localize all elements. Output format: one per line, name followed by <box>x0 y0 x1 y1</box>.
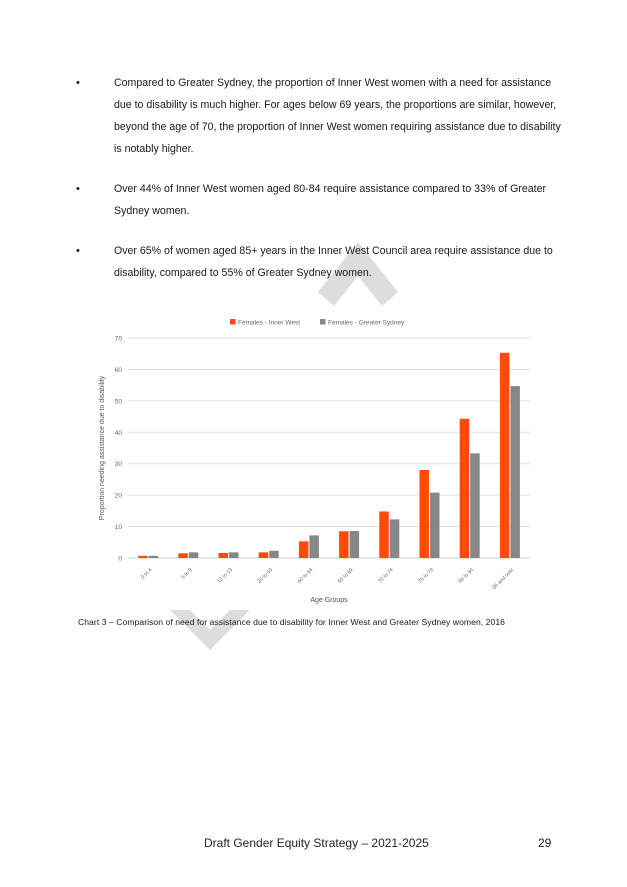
x-axis-title: Age Groups <box>310 597 348 604</box>
bullet-dot: • <box>76 245 80 257</box>
bar <box>350 531 360 558</box>
bar <box>430 493 440 558</box>
x-tick-label: 70 to 74 <box>377 567 395 585</box>
page-number: 29 <box>538 836 552 850</box>
x-tick-label: 85 and over <box>491 567 516 591</box>
y-axis-title: Proportion needing assistance due to disability <box>99 375 106 521</box>
y-tick-label: 40 <box>114 429 122 437</box>
bar <box>259 552 269 558</box>
x-tick-label: 10 to 19 <box>216 567 234 585</box>
legend-label: Females - Greater Sydney <box>328 319 405 327</box>
y-tick-label: 30 <box>114 461 122 469</box>
x-tick-label: 0 to 4 <box>140 567 154 581</box>
y-tick-label: 70 <box>114 335 122 343</box>
bar <box>420 470 430 558</box>
bullet-item <box>76 240 566 284</box>
bar <box>149 556 159 558</box>
bar <box>500 353 510 558</box>
bar <box>309 535 319 558</box>
x-tick-label: 20 to 59 <box>256 567 275 585</box>
disability-assistance-chart <box>90 312 540 612</box>
bar <box>229 552 239 558</box>
y-tick-label: 20 <box>114 492 122 500</box>
bullet-dot: • <box>76 183 80 195</box>
legend-swatch <box>320 319 326 325</box>
y-tick-label: 60 <box>114 366 122 374</box>
bar <box>178 553 188 558</box>
legend-label: Females - Inner West <box>238 319 301 327</box>
bar <box>379 511 389 558</box>
x-tick-label: 5 to 9 <box>180 567 194 581</box>
x-tick-label: 80 to 84 <box>457 567 476 585</box>
bullet-text: Over 44% of Inner West women aged 80-84 require assistance compared to 33% of Greater Sydney women. <box>114 183 547 217</box>
bar <box>299 541 309 558</box>
footer-title: Draft Gender Equity Strategy – 2021-2025 <box>204 836 429 850</box>
bullet-dot: • <box>76 77 80 89</box>
bullet-item <box>76 72 566 160</box>
watermark-chevron-bottom <box>170 606 250 650</box>
legend-swatch <box>230 319 236 325</box>
bar <box>339 531 349 558</box>
bar <box>470 453 480 558</box>
bullet-list <box>76 72 566 302</box>
bar <box>138 556 148 558</box>
y-tick-label: 10 <box>114 524 122 532</box>
bar <box>219 553 229 558</box>
bullet-text: Over 65% of women aged 85+ years in the Inner West Council area require assistance due to disability, compared to 55% of Greater Sydney women. <box>114 245 553 279</box>
y-tick-label: 50 <box>114 398 122 406</box>
x-tick-label: 75 to 79 <box>417 567 435 585</box>
bullet-item <box>76 178 566 222</box>
chart-caption: Chart 3 – Comparison of need for assistance due to disability for Inner West and Greater Sydney women, 2016 <box>78 617 505 627</box>
bar <box>510 386 520 558</box>
y-tick-label: 0 <box>118 555 122 563</box>
bar <box>189 552 199 558</box>
x-tick-label: 65 to 69 <box>337 567 355 585</box>
bar <box>390 519 400 558</box>
bar <box>460 419 470 558</box>
bar <box>269 551 279 558</box>
x-tick-label: 60 to 64 <box>296 567 315 585</box>
bullet-text: Compared to Greater Sydney, the proportion of Inner West women with a need for assistance due to disability is much higher. For ages below 69 years, the proportions are similar, however, beyond the age of 70, the proportion of Inner West women requiring assistance due to disability is notably higher. <box>114 77 561 155</box>
